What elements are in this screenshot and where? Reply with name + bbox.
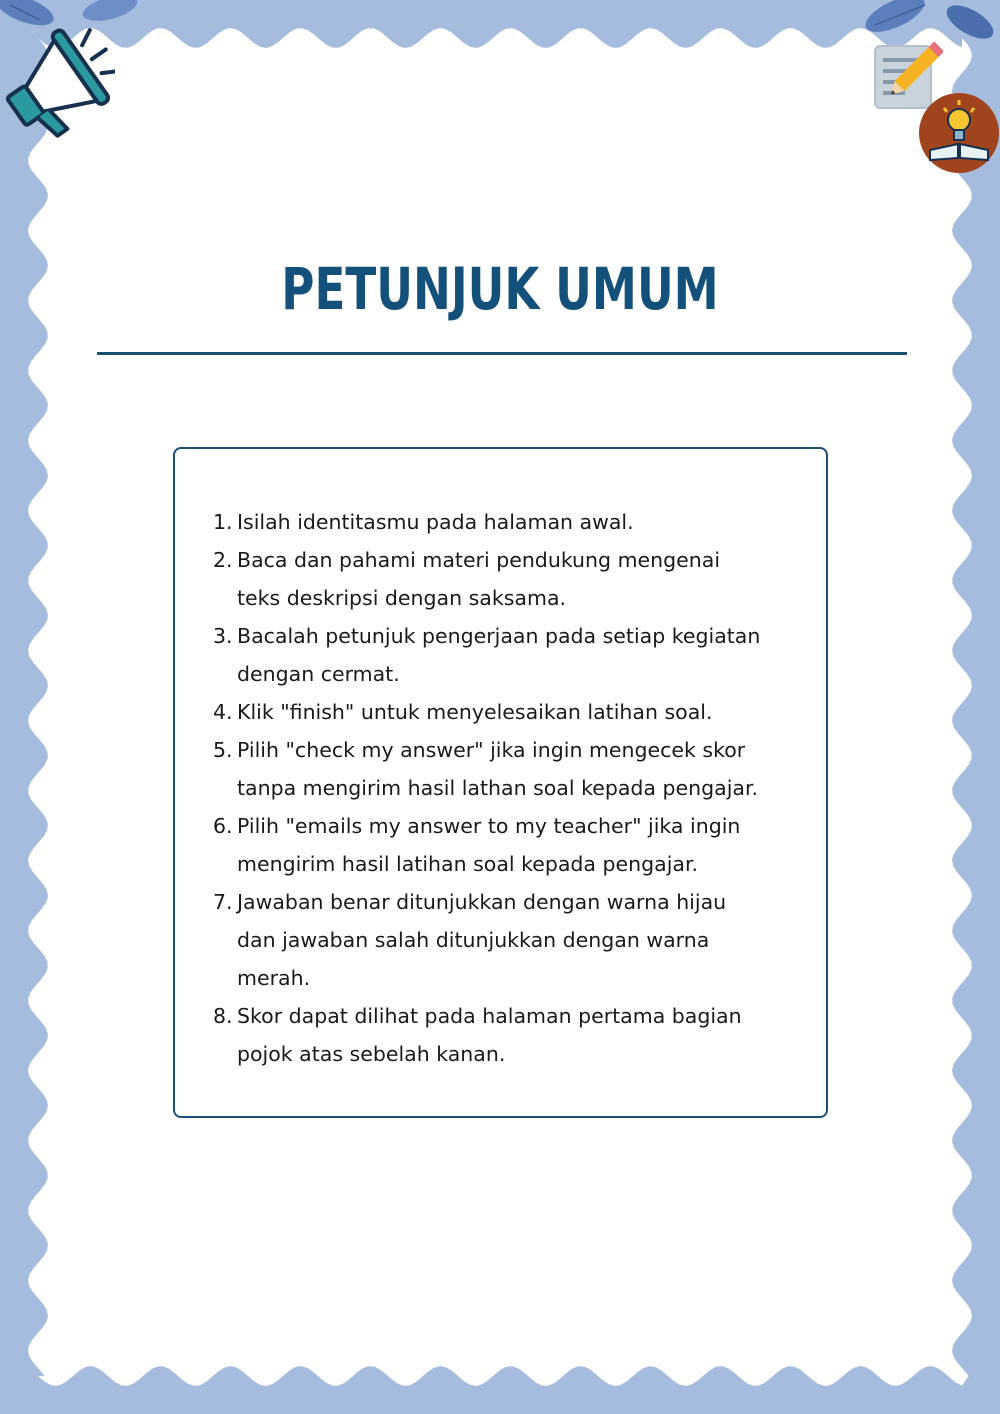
list-item [213, 997, 813, 1073]
item-number: 1. [213, 510, 233, 534]
list-item [213, 731, 813, 807]
item-text: Klik "finish" untuk menyelesaikan latihan soal. [237, 700, 713, 724]
list-item [213, 503, 813, 541]
item-text: Baca dan pahami materi pendukung mengenai teks deskripsi dengan saksama. [237, 548, 721, 610]
item-text: Skor dapat dilihat pada halaman pertama bagian pojok atas sebelah kanan. [237, 1004, 742, 1066]
list-item [213, 693, 813, 731]
item-number: 7. [213, 890, 233, 914]
item-text: Pilih "check my answer" jika ingin mengecek skor tanpa mengirim hasil lathan soal kepada pengajar. [237, 738, 759, 800]
instructions-list [213, 503, 813, 1073]
item-number: 8. [213, 1004, 233, 1028]
item-text: Jawaban benar ditunjukkan dengan warna hijau dan jawaban salah ditunjukkan dengan warna merah. [237, 890, 727, 990]
item-number: 6. [213, 814, 233, 838]
item-text: Bacalah petunjuk pengerjaan pada setiap kegiatan dengan cermat. [237, 624, 761, 686]
megaphone-icon [0, 20, 115, 145]
page-title: PETUNJUK UMUM [281, 255, 719, 323]
item-number: 3. [213, 624, 233, 648]
lightbulb-book-icon [918, 92, 1000, 174]
list-item [213, 541, 813, 617]
title-divider [97, 352, 907, 355]
item-text: Isilah identitasmu pada halaman awal. [237, 510, 634, 534]
item-text: Pilih "emails my answer to my teacher" jika ingin mengirim hasil latihan soal kepada pengajar. [237, 814, 741, 876]
list-item [213, 883, 813, 997]
item-number: 2. [213, 548, 233, 572]
list-item [213, 617, 813, 693]
list-item [213, 807, 813, 883]
item-number: 5. [213, 738, 233, 762]
item-number: 4. [213, 700, 233, 724]
